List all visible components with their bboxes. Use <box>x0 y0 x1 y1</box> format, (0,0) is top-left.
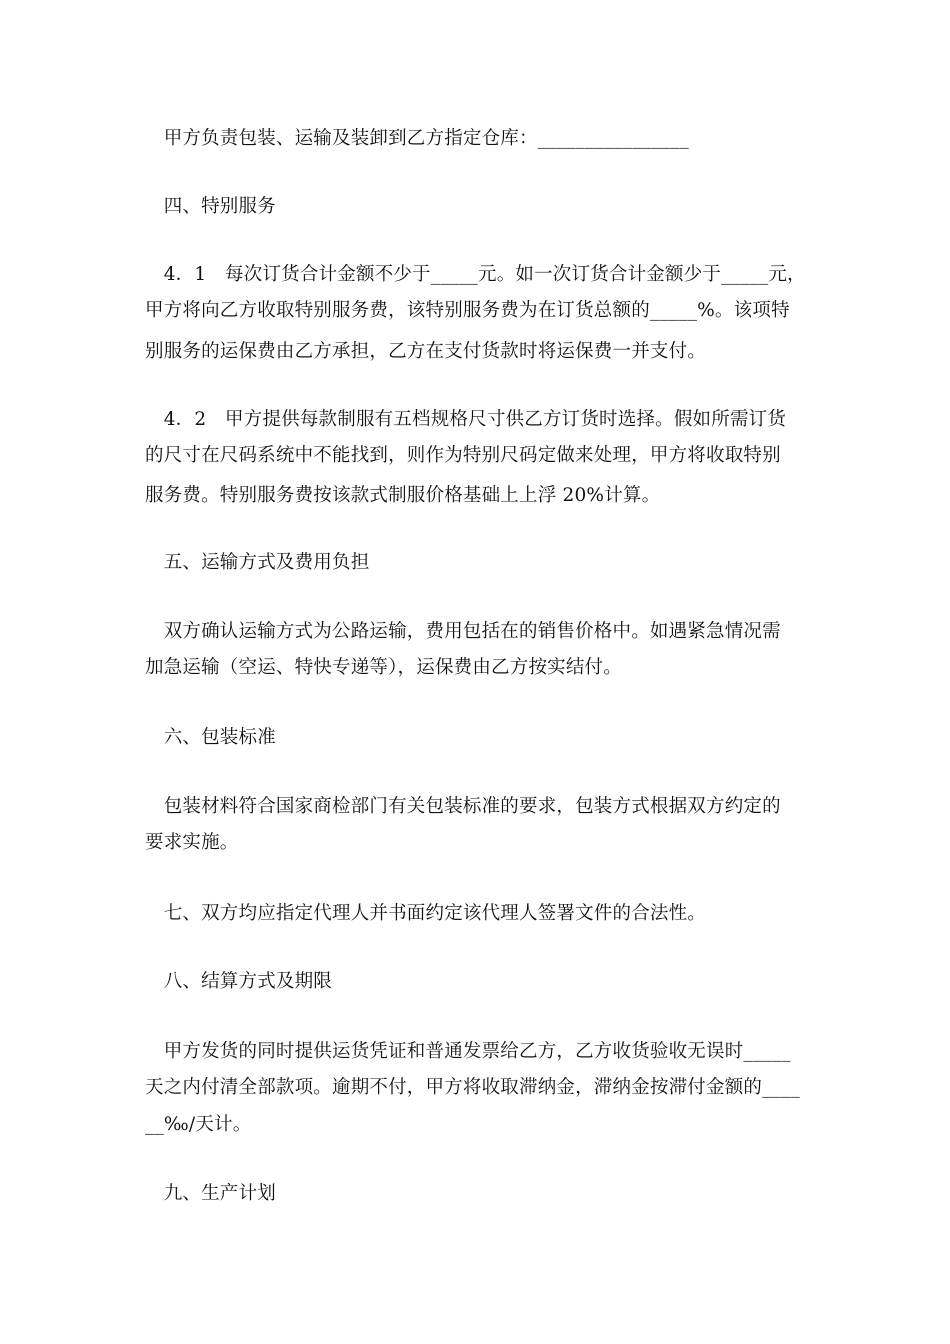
section-heading-special-service: 四、特别服务 <box>145 196 276 217</box>
clause-4-2-line-2: 的尺寸在尺码系统中不能找到，则作为特别尺码定做来处理，甲方将收取特别 <box>145 445 781 466</box>
clause-4-1-line-1: 4．1 每次订货合计金额不少于_____元。如一次订货合计金额少于_____元， <box>145 264 806 285</box>
paragraph-transport-line-2: 加急运输（空运、特快专递等），运保费由乙方按实结付。 <box>145 657 622 678</box>
paragraph-settlement-line-1: 甲方发货的同时提供运货凭证和普通发票给乙方，乙方收货验收无误时_____ <box>145 1041 791 1062</box>
clause-4-1-line-2: 甲方将向乙方收取特别服务费，该特别服务费为在订货总额的_____%。该项特 <box>145 300 790 321</box>
section-heading-settlement: 八、结算方式及期限 <box>145 971 333 992</box>
paragraph-transport-line-1: 双方确认运输方式为公路运输，费用包括在的销售价格中。如遇紧急情况需 <box>145 621 781 642</box>
clause-4-1-line-3: 别服务的运保费由乙方承担，乙方在支付货款时将运保费一并支付。 <box>145 341 707 362</box>
paragraph-settlement-line-3: __‰/天计。 <box>145 1114 252 1135</box>
section-heading-transport: 五、运输方式及费用负担 <box>145 552 370 573</box>
paragraph-packaging-transport: 甲方负责包装、运输及装卸到乙方指定仓库：________________ <box>145 128 689 149</box>
section-heading-agents: 七、双方均应指定代理人并书面约定该代理人签署文件的合法性。 <box>145 903 707 924</box>
section-heading-packaging-standard: 六、包装标准 <box>145 727 276 748</box>
clause-4-2-line-3: 服务费。特别服务费按该款式制服价格基础上上浮 20%计算。 <box>145 485 661 506</box>
paragraph-packaging-line-2: 要求实施。 <box>145 832 239 853</box>
section-heading-production-plan: 九、生产计划 <box>145 1183 276 1204</box>
paragraph-packaging-line-1: 包装材料符合国家商检部门有关包装标准的要求，包装方式根据双方约定的 <box>145 796 781 817</box>
clause-4-2-line-1: 4．2 甲方提供每款制服有五档规格尺寸供乙方订货时选择。假如所需订货 <box>145 409 787 430</box>
paragraph-settlement-line-2: 天之内付清全部款项。逾期不付，甲方将收取滞纳金，滞纳金按滞付金额的____ <box>145 1077 800 1098</box>
